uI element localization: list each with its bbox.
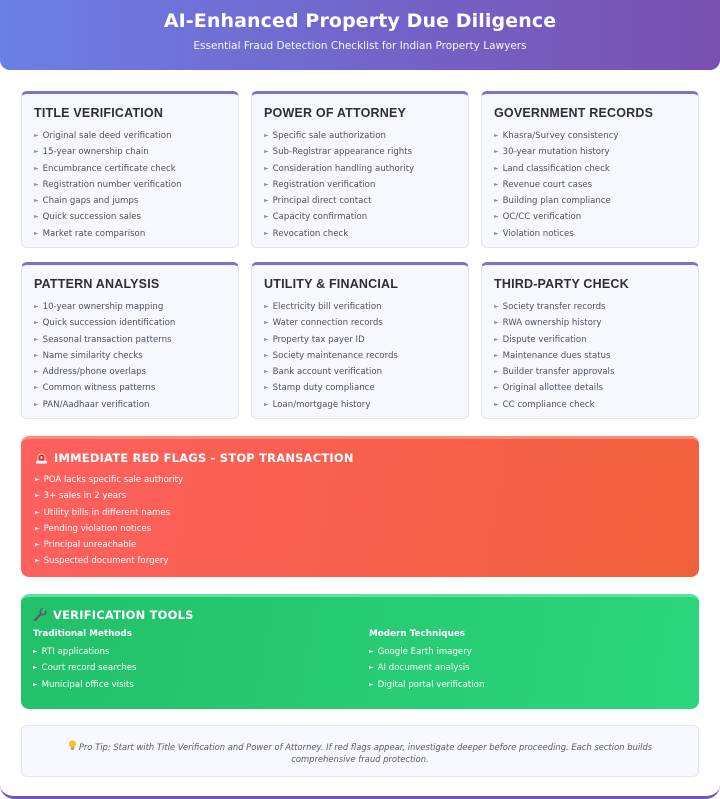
bullet-icon: ►	[494, 303, 499, 310]
list-item: ► POA lacks specific sale authority	[35, 475, 184, 485]
traditional-methods	[33, 629, 369, 693]
list-item: ► Land classification check	[494, 163, 610, 174]
bullet-icon: ►	[264, 351, 269, 359]
bullet-icon: ►	[34, 384, 39, 392]
bullet-icon: ►	[264, 303, 269, 310]
list-item: ► RTI applications	[33, 647, 110, 657]
bullet-icon: ►	[264, 335, 269, 343]
bullet-icon: ►	[35, 557, 40, 565]
bullet-icon: ►	[494, 213, 499, 221]
list-item: ► Builder transfer approvals	[494, 367, 615, 378]
bullet-icon: ►	[264, 164, 269, 172]
list-item: ► Suspected document forgery	[35, 556, 169, 567]
card-list	[494, 299, 686, 413]
bullet-icon: ►	[34, 164, 39, 172]
bullet-icon: ►	[494, 148, 499, 156]
bullet-icon: ►	[264, 368, 269, 376]
bullet-icon: ►	[35, 508, 40, 516]
bullet-icon: ►	[34, 197, 39, 205]
card-list	[264, 299, 456, 413]
modern-techniques	[369, 629, 669, 693]
bullet-icon: ►	[34, 351, 39, 359]
lightbulb-icon	[68, 740, 77, 751]
card-government-records	[481, 91, 699, 248]
red-flags-list	[35, 472, 685, 570]
list-item: ► Chain gaps and jumps	[34, 196, 139, 207]
bullet-icon: ►	[33, 648, 38, 655]
list-item: ► Utility bills in different names	[35, 507, 171, 518]
list-item: ► Maintenance dues status	[494, 350, 611, 361]
bullet-icon: ►	[264, 229, 269, 237]
list-item: ► Original allottee details	[494, 383, 603, 394]
bullet-icon: ►	[34, 180, 39, 188]
modern-list	[369, 644, 669, 693]
list-item: ► Revenue court cases	[494, 179, 593, 190]
list-item: ► Market rate comparison	[34, 228, 146, 239]
list-item: ► Google Earth imagery	[369, 647, 472, 657]
card-title: UTILITY & FINANCIAL	[264, 277, 399, 291]
page-header	[0, 0, 720, 70]
bullet-icon: ►	[34, 303, 39, 310]
card-list	[34, 299, 226, 413]
bullet-icon: ►	[494, 319, 499, 327]
bullet-icon: ►	[264, 400, 269, 408]
card-title: POWER OF ATTORNEY	[264, 106, 407, 120]
bullet-icon: ►	[264, 213, 269, 221]
bullet-icon: ►	[33, 664, 38, 672]
list-item: ► Khasra/Survey consistency	[494, 131, 619, 141]
card-title: THIRD-PARTY CHECK	[494, 277, 629, 291]
bullet-icon: ►	[494, 197, 499, 205]
bullet-icon: ►	[369, 648, 374, 655]
card-title-verification	[21, 91, 239, 248]
list-item: ► Building plan compliance	[494, 196, 611, 207]
bullet-icon: ►	[494, 368, 499, 376]
traditional-list	[33, 644, 369, 693]
list-item: ► Sub-Registrar appearance rights	[264, 147, 413, 158]
bullet-icon: ►	[264, 148, 269, 156]
bullet-icon: ►	[494, 400, 499, 408]
list-item: ► Name similarity checks	[34, 350, 143, 361]
card-list	[34, 128, 226, 242]
bullet-icon: ►	[35, 541, 40, 549]
list-item: ► Property tax payer ID	[264, 334, 365, 345]
list-item: ► Quick succession sales	[34, 212, 141, 223]
verification-tools-panel	[21, 594, 699, 709]
list-item: ► Quick succession identification	[34, 318, 176, 329]
red-flags-heading	[35, 451, 685, 465]
list-item: ► Municipal office visits	[33, 679, 134, 690]
list-item: ► Capacity confirmation	[264, 212, 368, 223]
bullet-icon: ►	[34, 229, 39, 237]
bullet-icon: ►	[264, 180, 269, 188]
bullet-icon: ►	[264, 384, 269, 392]
list-item: ► Society transfer records	[494, 302, 606, 312]
card-power-of-attorney	[251, 91, 469, 248]
bullet-icon: ►	[35, 476, 40, 483]
list-item: ► Revocation check	[264, 228, 349, 239]
bullet-icon: ►	[494, 180, 499, 188]
bullet-icon: ►	[34, 132, 39, 139]
bullet-icon: ►	[34, 319, 39, 327]
list-item: ► 3+ sales in 2 years	[35, 491, 127, 502]
bullet-icon: ►	[33, 680, 38, 688]
bullet-icon: ►	[34, 213, 39, 221]
list-item: ► Dispute verification	[494, 334, 587, 345]
list-item: ► PAN/Aadhaar verification	[34, 399, 150, 410]
list-item: ► Seasonal transaction patterns	[34, 334, 172, 345]
list-item: ► OC/CC verification	[494, 212, 582, 223]
list-item: ► 30-year mutation history	[494, 147, 610, 158]
list-item: ► Common witness patterns	[34, 383, 156, 394]
tools-columns	[33, 629, 687, 693]
list-item: ► Court record searches	[33, 663, 137, 674]
modern-heading: Modern Techniques	[369, 629, 466, 639]
list-item: ► 10-year ownership mapping	[34, 302, 164, 312]
list-item: ► Pending violation notices	[35, 523, 152, 534]
list-item: ► Water connection records	[264, 318, 383, 329]
bullet-icon: ►	[369, 680, 374, 688]
card-title: GOVERNMENT RECORDS	[494, 106, 654, 120]
bullet-icon: ►	[494, 229, 499, 237]
list-item: ► Specific sale authorization	[264, 131, 386, 141]
list-item: ► Electricity bill verification	[264, 302, 382, 312]
list-item: ► RWA ownership history	[494, 318, 602, 329]
bullet-icon: ►	[34, 400, 39, 408]
page-subtitle: Essential Fraud Detection Checklist for Indian Property Lawyers	[193, 40, 527, 52]
page-title: AI-Enhanced Property Due Diligence	[163, 10, 557, 32]
card-utility-financial	[251, 262, 469, 419]
bullet-icon: ►	[264, 319, 269, 327]
pro-tip	[21, 725, 699, 777]
list-item: ► Principal unreachable	[35, 540, 137, 551]
list-item: ► Address/phone overlaps	[34, 367, 147, 378]
bullet-icon: ►	[34, 148, 39, 156]
list-item: ► Violation notices	[494, 228, 574, 239]
bullet-icon: ►	[494, 351, 499, 359]
bullet-icon: ►	[35, 492, 40, 500]
red-flags-title: IMMEDIATE RED FLAGS - STOP TRANSACTION	[54, 451, 354, 465]
checklist-grid	[21, 91, 699, 419]
pro-tip-text: Pro Tip: Start with Title Verification and Power of Attorney. If red flags appear, investigate deeper before proceeding. Each section builds comprehensive fraud protection.	[78, 742, 653, 764]
list-item: ► AI document analysis	[369, 663, 470, 674]
bullet-icon: ►	[35, 524, 40, 532]
list-item: ► Society maintenance records	[264, 350, 398, 361]
bullet-icon: ►	[494, 132, 499, 139]
siren-icon	[35, 452, 48, 464]
list-item: ► Consideration handling authority	[264, 163, 415, 174]
card-list	[494, 128, 686, 242]
list-item: ► Registration verification	[264, 179, 376, 190]
tools-heading	[33, 608, 687, 622]
list-item: ► Stamp duty compliance	[264, 383, 375, 394]
list-item: ► CC compliance check	[494, 399, 595, 410]
list-item: ► Original sale deed verification	[34, 131, 172, 141]
wrench-icon	[33, 608, 47, 622]
list-item: ► Digital portal verification	[369, 679, 485, 690]
bullet-icon: ►	[369, 664, 374, 672]
card-third-party-check	[481, 262, 699, 419]
list-item: ► 15-year ownership chain	[34, 147, 149, 158]
card-list	[264, 128, 456, 242]
bullet-icon: ►	[494, 335, 499, 343]
bullet-icon: ►	[264, 132, 269, 139]
card-title: TITLE VERIFICATION	[34, 106, 164, 120]
list-item: ► Principal direct contact	[264, 196, 372, 207]
list-item: ► Encumbrance certificate check	[34, 163, 176, 174]
red-flags-panel	[21, 436, 699, 577]
list-item: ► Loan/mortgage history	[264, 399, 371, 410]
bullet-icon: ►	[494, 164, 499, 172]
list-item: ► Bank account verification	[264, 367, 383, 378]
bullet-icon: ►	[494, 384, 499, 392]
tools-title: VERIFICATION TOOLS	[53, 608, 194, 622]
list-item: ► Registration number verification	[34, 179, 182, 190]
traditional-heading: Traditional Methods	[33, 629, 132, 639]
bullet-icon: ►	[264, 197, 269, 205]
bullet-icon: ►	[34, 335, 39, 343]
bullet-icon: ►	[34, 368, 39, 376]
card-title: PATTERN ANALYSIS	[34, 277, 160, 291]
card-pattern-analysis	[21, 262, 239, 419]
